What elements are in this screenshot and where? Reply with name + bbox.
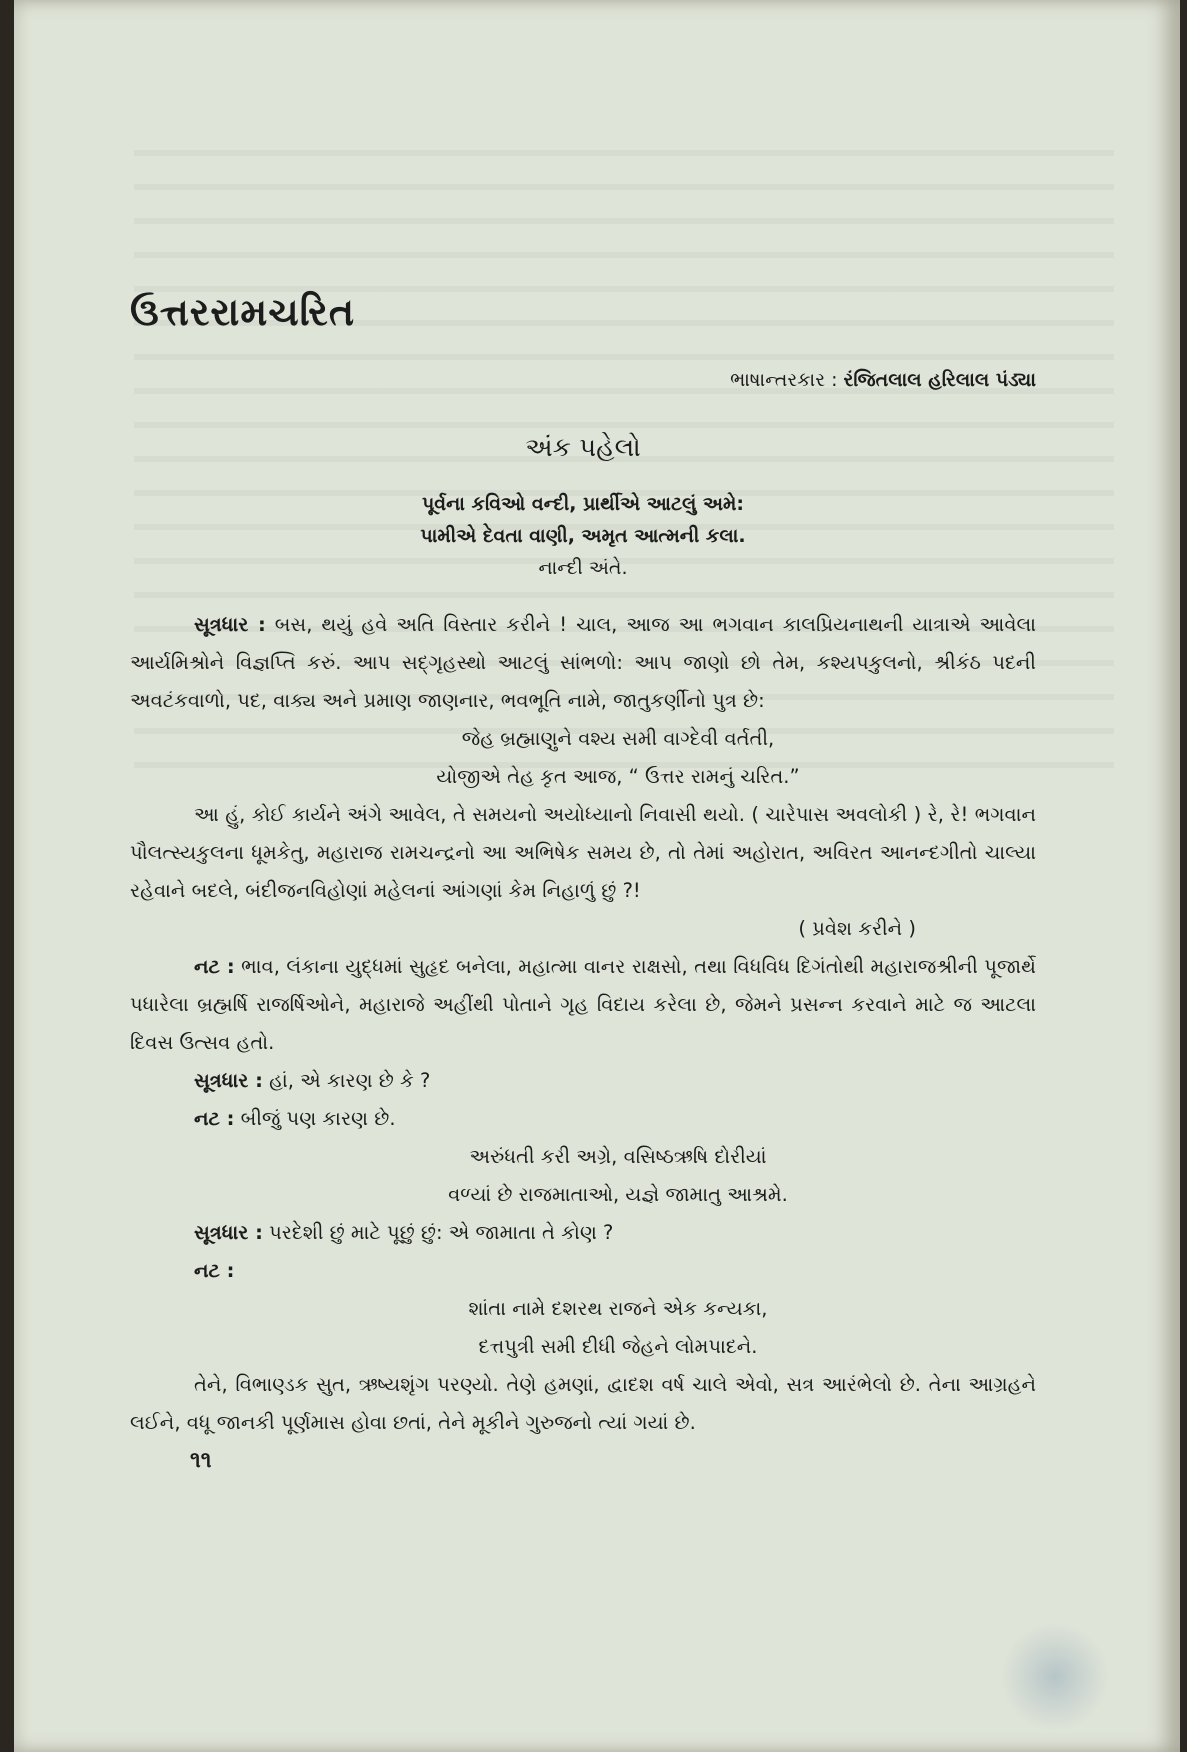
dialogue-paragraph [130, 606, 1036, 720]
speaker-label: સૂત્રધાર : [194, 1221, 263, 1244]
poem-line: દત્તપુત્રી સમી દીધી જેહને લોમપાદને. [478, 1335, 758, 1358]
dialogue-paragraph: તેને, વિભાણ્ડક સુત, ઋષ્યશૃંગ પરણ્યો. તેણે હમણાં, દ્વાદશ વર્ષ ચાલે એવો, સત્ર આરંભેલો છે. તેના આગ્રહને લઈને, વધૂ જાનકી પૂર્ણમાસ હોવા છતાં, તેને મૂકીને ગુરુજનો ત્યાં ગયાં છે. [130, 1373, 1036, 1434]
nandi-end: નાન્દી અંતે. [538, 557, 628, 579]
page-number: ૧૧ [190, 1448, 212, 1473]
verse-line: પામીએ દેવતા વાણી, અમૃત આત્મની કલા. [420, 525, 746, 547]
page-content [130, 290, 1036, 1473]
page-title: ઉત્તરરામચરિત [130, 290, 356, 334]
dialogue-line [130, 1214, 1036, 1252]
invocation-verse [130, 488, 1036, 584]
translator-label: ભાષાન્તરકાર : [730, 369, 838, 391]
act-heading: અંક પહેલો [525, 433, 641, 463]
dialogue-text: બીજું પણ કારણ છે. [240, 1107, 396, 1130]
speaker-label: નટ : [194, 1107, 235, 1130]
dialogue-line [130, 1252, 1036, 1290]
book-page [14, 0, 1180, 1752]
translator-name: રંજિતલાલ હરિલાલ પંડ્યા [843, 369, 1036, 391]
speaker-label: નટ : [194, 955, 235, 978]
poem-line: શાંતા નામે દશરથ રાજને એક કન્યકા, [468, 1297, 768, 1320]
verse-line: પૂર્વના કવિઓ વન્દી, પ્રાર્થીએ આટલું અમે: [421, 493, 745, 515]
dialogue-paragraph: આ હું, કોઈ કાર્યને અંગે આવેલ, તે સમયનો અયોધ્યાનો નિવાસી થયો. ( ચારેપાસ અવલોકી ) રે, રે! ભગવાન પૌલત્સ્યકુલના ધૂમકેતુ, મહારાજ રામચન્દ્રનો આ અભિષેક સમય છે, તો તેમાં અહોરાત, અવિરત આનન્દગીતો ચાલ્યા રહેવાને બદલે, બંદીજનવિહોણાં મહેલનાં આંગણાં કેમ નિહાળું છું ?! [130, 803, 1036, 902]
speaker-label: સૂત્રધાર : [194, 1069, 263, 1092]
speaker-label: સૂત્રધાર : [194, 613, 266, 636]
ink-stain [1000, 1622, 1110, 1732]
poem-line: જેહ બ્રહ્માણુને વશ્ય સમી વાગ્દેવી વર્તતી, [461, 727, 775, 750]
dialogue-text: બસ, થયું હવે અતિ વિસ્તાર કરીને ! ચાલ, આજ આ ભગવાન કાલપ્રિયનાથની યાત્રાએ આવેલા આર્યમિશ્રોને વિજ્ઞપ્તિ કરું. આપ સદ્ગૃહસ્થો આટલું સાંભળો: આપ જાણો છો તેમ, કશ્યપકુલનો, શ્રીકંઠ પદની અવટંકવાળો, પદ, વાક્ય અને પ્રમાણ જાણનાર, ભવભૂતિ નામે, જાતુકર્ણીનો પુત્ર છે: [130, 613, 1037, 712]
speaker-label: નટ : [194, 1259, 235, 1282]
dialogue-paragraph [130, 948, 1036, 1062]
poem-line: યોજીએ તેહ કૃત આજ, “ ઉત્તર રામનું ચરિત.” [436, 765, 800, 788]
dialogue-text: ભાવ, લંકાના યુદ્ધમાં સુહૃદ બનેલા, મહાત્મા વાનર રાક્ષસો, તથા વિધવિધ દિગંતોથી મહારાજશ્રીની પૂજાર્થે પધારેલા બ્રહ્મર્ષિ રાજર્ષિઓને, મહારાજે અહીંથી પોતાને ગૃહ વિદાય કરેલા છે, જેમને પ્રસન્ન કરવાને માટે જ આટલા દિવસ ઉત્સવ હતો. [130, 955, 1037, 1054]
dialogue-text: પરદેશી છું માટે પૂછું છું: એ જામાતા તે કોણ ? [269, 1221, 614, 1244]
poem-line: વળ્યાં છે રાજમાતાઓ, યજ્ઞે જામાતુ આશ્રમે. [448, 1183, 788, 1206]
dialogue-text: હાં, એ કારણ છે કે ? [269, 1069, 431, 1092]
poem-line: અરુંધતી કરી અગ્રે, વસિષ્ઠઋષિ દોરીયાં [469, 1145, 767, 1168]
dialogue-line [130, 1100, 1036, 1138]
dialogue-line [130, 1062, 1036, 1100]
stage-direction: ( પ્રવેશ કરીને ) [798, 917, 916, 940]
translator-credit [130, 369, 1036, 391]
